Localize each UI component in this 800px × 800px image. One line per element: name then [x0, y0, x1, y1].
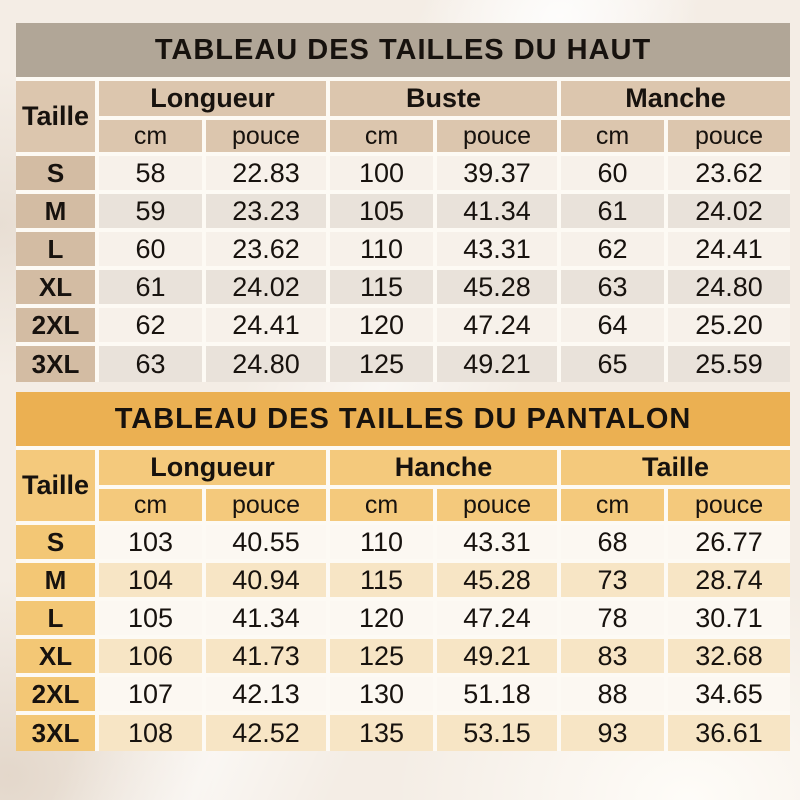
measurement-value: 40.55: [204, 523, 328, 561]
unit-header-cm: cm: [559, 118, 666, 154]
table-row: [16, 599, 790, 637]
measurement-value: 28.74: [666, 561, 790, 599]
measurement-value: 40.94: [204, 561, 328, 599]
table-row: [16, 561, 790, 599]
measurement-value: 120: [328, 306, 435, 344]
size-label: L: [16, 599, 97, 637]
unit-header-cm: cm: [559, 487, 666, 523]
measurement-value: 115: [328, 561, 435, 599]
measurement-value: 41.73: [204, 637, 328, 675]
measurement-value: 108: [97, 713, 204, 751]
measurement-value: 61: [97, 268, 204, 306]
measurement-value: 120: [328, 599, 435, 637]
group-header-longueur: Longueur: [97, 448, 328, 487]
table-row: [16, 192, 790, 230]
table-row: [16, 637, 790, 675]
measurement-value: 24.02: [666, 192, 790, 230]
size-label: M: [16, 561, 97, 599]
group-header-hanche: Hanche: [328, 448, 559, 487]
table-title-row: [16, 392, 790, 448]
group-header-taille: Taille: [559, 448, 790, 487]
table-row: [16, 713, 790, 751]
bottom-sizes-table: [16, 392, 790, 751]
measurement-value: 104: [97, 561, 204, 599]
measurement-value: 25.59: [666, 344, 790, 382]
table-row: [16, 306, 790, 344]
measurement-value: 63: [559, 268, 666, 306]
measurement-value: 110: [328, 523, 435, 561]
size-label: 3XL: [16, 344, 97, 382]
unit-header-cm: cm: [328, 487, 435, 523]
measurement-value: 135: [328, 713, 435, 751]
size-label: 2XL: [16, 675, 97, 713]
measurement-value: 53.15: [435, 713, 559, 751]
measurement-value: 110: [328, 230, 435, 268]
measurement-value: 93: [559, 713, 666, 751]
measurement-value: 24.02: [204, 268, 328, 306]
measurement-value: 30.71: [666, 599, 790, 637]
measurement-value: 63: [97, 344, 204, 382]
measurement-value: 43.31: [435, 523, 559, 561]
measurement-value: 105: [328, 192, 435, 230]
size-column-header: Taille: [16, 79, 97, 154]
measurement-value: 45.28: [435, 561, 559, 599]
measurement-value: 125: [328, 637, 435, 675]
measurement-value: 24.80: [666, 268, 790, 306]
measurement-value: 60: [97, 230, 204, 268]
measurement-value: 125: [328, 344, 435, 382]
size-label: 2XL: [16, 306, 97, 344]
measurement-value: 64: [559, 306, 666, 344]
unit-header-cm: cm: [328, 118, 435, 154]
group-header-manche: Manche: [559, 79, 790, 118]
group-header-row: [16, 448, 790, 487]
measurement-value: 103: [97, 523, 204, 561]
table-row: [16, 230, 790, 268]
measurement-value: 22.83: [204, 154, 328, 192]
group-header-buste: Buste: [328, 79, 559, 118]
measurement-value: 24.41: [666, 230, 790, 268]
measurement-value: 105: [97, 599, 204, 637]
table-title: TABLEAU DES TAILLES DU PANTALON: [16, 392, 790, 448]
measurement-value: 47.24: [435, 599, 559, 637]
unit-header-pouce: pouce: [204, 487, 328, 523]
measurement-value: 34.65: [666, 675, 790, 713]
size-label: M: [16, 192, 97, 230]
measurement-value: 62: [97, 306, 204, 344]
group-header-row: [16, 79, 790, 118]
measurement-value: 24.41: [204, 306, 328, 344]
measurement-value: 73: [559, 561, 666, 599]
size-label: XL: [16, 268, 97, 306]
measurement-value: 58: [97, 154, 204, 192]
measurement-value: 43.31: [435, 230, 559, 268]
measurement-value: 45.28: [435, 268, 559, 306]
measurement-value: 24.80: [204, 344, 328, 382]
table-row: [16, 344, 790, 382]
measurement-value: 100: [328, 154, 435, 192]
unit-header-pouce: pouce: [435, 118, 559, 154]
measurement-value: 88: [559, 675, 666, 713]
measurement-value: 65: [559, 344, 666, 382]
size-label: 3XL: [16, 713, 97, 751]
measurement-value: 47.24: [435, 306, 559, 344]
unit-header-pouce: pouce: [204, 118, 328, 154]
size-label: XL: [16, 637, 97, 675]
measurement-value: 23.23: [204, 192, 328, 230]
unit-header-pouce: pouce: [666, 487, 790, 523]
table-title-row: [16, 23, 790, 79]
measurement-value: 61: [559, 192, 666, 230]
measurement-value: 106: [97, 637, 204, 675]
measurement-value: 49.21: [435, 344, 559, 382]
unit-header-row: [16, 487, 790, 523]
measurement-value: 60: [559, 154, 666, 192]
unit-header-cm: cm: [97, 118, 204, 154]
measurement-value: 42.52: [204, 713, 328, 751]
measurement-value: 36.61: [666, 713, 790, 751]
top-sizes-table: [16, 23, 790, 382]
size-label: S: [16, 523, 97, 561]
unit-header-pouce: pouce: [435, 487, 559, 523]
measurement-value: 25.20: [666, 306, 790, 344]
measurement-value: 42.13: [204, 675, 328, 713]
unit-header-cm: cm: [97, 487, 204, 523]
measurement-value: 49.21: [435, 637, 559, 675]
measurement-value: 68: [559, 523, 666, 561]
measurement-value: 26.77: [666, 523, 790, 561]
measurement-value: 78: [559, 599, 666, 637]
measurement-value: 59: [97, 192, 204, 230]
unit-header-pouce: pouce: [666, 118, 790, 154]
unit-header-row: [16, 118, 790, 154]
measurement-value: 39.37: [435, 154, 559, 192]
measurement-value: 23.62: [204, 230, 328, 268]
table-row: [16, 675, 790, 713]
measurement-value: 41.34: [204, 599, 328, 637]
measurement-value: 32.68: [666, 637, 790, 675]
table-row: [16, 268, 790, 306]
measurement-value: 115: [328, 268, 435, 306]
measurement-value: 83: [559, 637, 666, 675]
group-header-longueur: Longueur: [97, 79, 328, 118]
measurement-value: 130: [328, 675, 435, 713]
size-column-header: Taille: [16, 448, 97, 523]
table-row: [16, 523, 790, 561]
size-label: S: [16, 154, 97, 192]
table-title: TABLEAU DES TAILLES DU HAUT: [16, 23, 790, 79]
measurement-value: 41.34: [435, 192, 559, 230]
measurement-value: 107: [97, 675, 204, 713]
measurement-value: 62: [559, 230, 666, 268]
measurement-value: 23.62: [666, 154, 790, 192]
table-row: [16, 154, 790, 192]
measurement-value: 51.18: [435, 675, 559, 713]
size-label: L: [16, 230, 97, 268]
